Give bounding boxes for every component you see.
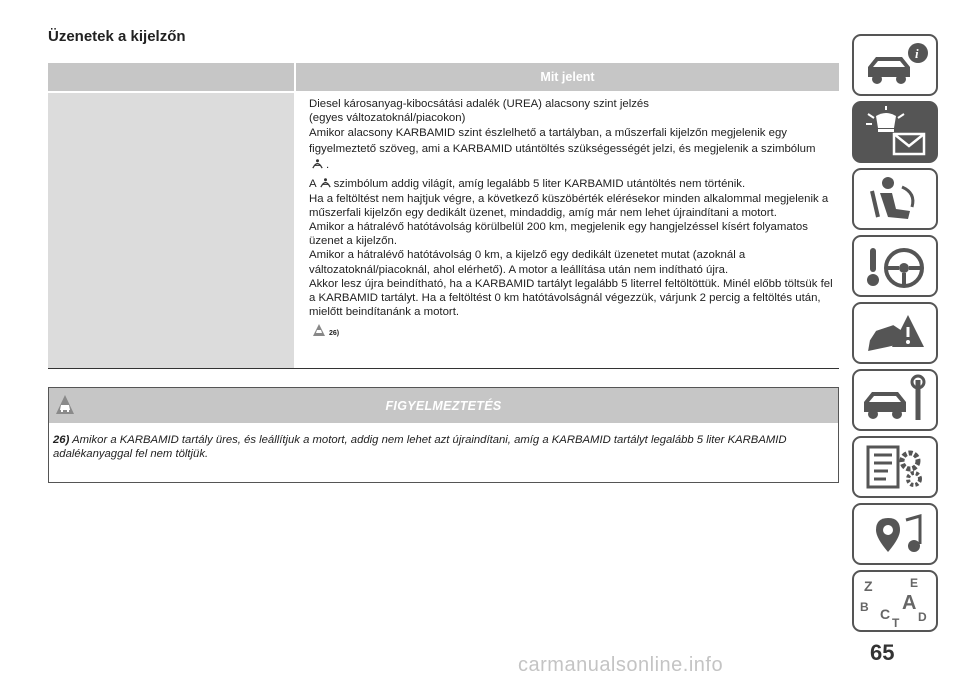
- airbag-seat-icon: [858, 173, 932, 225]
- table-header: [48, 63, 839, 91]
- index-letter-t: T: [892, 616, 900, 627]
- urea-warning-icon: [311, 157, 324, 170]
- svg-text:i: i: [915, 46, 919, 61]
- warning-title: FIGYELMEZTETÉS: [385, 398, 502, 413]
- table-cell-meaning: [296, 93, 839, 368]
- paragraph-8: Akkor lesz újra beindítható, ha a KARBAMID tartályt legalább 5 literrel feltöltöttük. Minél előbb töltsük fel a KARBAMID tartályt. Ha a feltöltést 0 km hatótávolságnál végezzük, várjunk 2 percig a feltöltés után, mielőtt beindítanánk a motort.: [309, 277, 833, 319]
- paragraph-4-start: A: [309, 178, 317, 191]
- table-header-left: [48, 63, 294, 91]
- paragraph-2: (egyes változatoknál/piacokon): [309, 112, 466, 125]
- warning-header: [49, 388, 838, 423]
- paragraph-3-text: Amikor alacsony KARBAMID szint észlelhető a tartályban, a műszerfali kijelzőn megjelenik egy figyelmeztető szöveg, ami a KARBAMID utántöltés szükségességét jelzi, és megjelenik a szimbólum: [309, 127, 816, 156]
- key-steering-wheel-icon: [858, 240, 932, 292]
- warning-text: Amikor a KARBAMID tartály üres, és leállítjuk a motort, addig nem lehet azt újraindítani, amíg a KARBAMID tartályt legalább 5 liter KARBAMID adalékanyaggal fel nem töltjük.: [53, 434, 787, 460]
- tab-emergency[interactable]: [852, 302, 938, 364]
- index-letter-z: Z: [864, 578, 873, 594]
- car-wrench-icon: [858, 374, 932, 426]
- paragraph-4-text: szimbólum addig világít, amíg legalább 5 liter KARBAMID utántöltés nem történik.: [333, 178, 746, 191]
- alphabet-index-icon: [858, 575, 932, 627]
- chapter-tabs: [852, 34, 940, 637]
- music-navigation-icon: [858, 508, 932, 560]
- table-header-right: Mit jelent: [296, 63, 839, 91]
- page-number: 65: [870, 640, 895, 665]
- list-gear-icon: [858, 441, 932, 493]
- paragraph-4: [309, 176, 833, 191]
- index-letter-e: E: [910, 576, 919, 590]
- warning-body: [49, 423, 838, 461]
- paragraph-1: Diesel károsanyag-kibocsátási adalék (UREA) alacsony szint jelzés: [309, 98, 649, 110]
- table-cell-symbol: [48, 93, 294, 368]
- tab-car-info[interactable]: [852, 34, 938, 96]
- reference-line: [309, 323, 833, 341]
- warning-light-envelope-icon: [858, 106, 932, 158]
- index-letter-b: B: [860, 600, 869, 614]
- warning-box: [48, 387, 839, 483]
- urea-warning-icon: [319, 176, 332, 189]
- tab-index[interactable]: [852, 570, 938, 632]
- paragraph-7: Amikor a hátralévő hatótávolság 0 km, a kijelző egy dedikált üzenetet mutat (azoknál a változatoknál/piacoknál, ahol elérhető). A motor a leállítása után nem indítható újra.: [309, 249, 746, 276]
- warning-car-icon: [55, 394, 75, 416]
- index-letter-a: A: [902, 592, 917, 614]
- car-info-icon: [858, 39, 932, 91]
- tab-safety[interactable]: [852, 168, 938, 230]
- table-row: [48, 93, 839, 369]
- tab-maintenance[interactable]: [852, 369, 938, 431]
- tab-starting-driving[interactable]: [852, 235, 938, 297]
- reference-number: 26): [329, 330, 340, 338]
- warning-number: 26): [53, 434, 70, 446]
- paragraph-5: Ha a feltöltést nem hajtjuk végre, a következő küszöbérték elérésekor minden alkalommal megjelenik a műszerfali kijelzőn egy dedikált üzenet, mindaddig, amíg már nem lehet újraindítani a motort.: [309, 192, 829, 219]
- paragraph-6: Amikor a hátralévő hatótávolság körülbelül 200 km, megjelenik egy hangjelzéssel kísért folyamatos üzenet a kijelzőn.: [309, 221, 808, 248]
- index-letter-c: C: [880, 606, 891, 622]
- tab-warning-lights[interactable]: [852, 101, 938, 163]
- tab-technical-data[interactable]: [852, 436, 938, 498]
- paragraph-3: [309, 125, 833, 173]
- paragraph-3-end: .: [326, 159, 330, 172]
- meaning-table: [48, 63, 839, 369]
- watermark: carmanualsonline.info: [518, 654, 724, 676]
- warning-triangle-icon: [311, 323, 327, 337]
- car-accident-icon: [858, 307, 932, 359]
- page-title: Üzenetek a kijelzőn: [48, 28, 186, 45]
- index-letter-d: D: [918, 610, 927, 624]
- tab-multimedia[interactable]: [852, 503, 938, 565]
